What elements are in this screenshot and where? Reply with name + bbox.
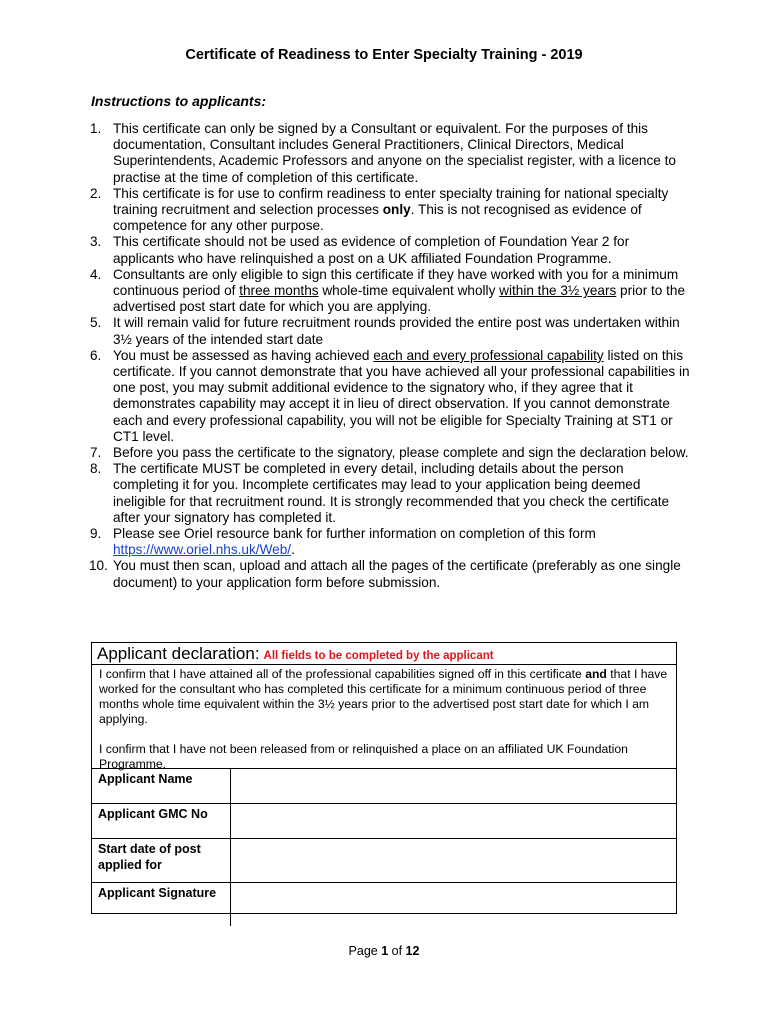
start-date-label: Start date of post applied for [92,839,231,883]
item-text-underlined: three months [239,283,319,299]
item-number: 10. [89,558,108,574]
item-text: You must then scan, upload and attach all the pages of the certificate (preferably as one single document) to your application form before submission. [113,558,681,590]
applicant-signature-label: Applicant Signature [92,883,231,927]
item-text: This certificate is for use to confirm readiness to enter specialty training for national specialty training recruitment and selection processes [113,185,669,218]
applicant-gmc-field[interactable] [231,804,677,839]
applicant-fields-table [92,769,676,926]
item-text-underlined: each and every professional capability [373,347,604,363]
item-number: 7. [90,445,102,461]
list-item [90,315,690,347]
list-item [90,558,690,590]
declaration-header [92,643,676,665]
applicant-name-label: Applicant Name [92,769,231,804]
item-text-underlined: within the 3½ years [499,283,617,299]
item-text: You must be assessed as having achieved [113,347,374,363]
item-number: 1. [90,121,102,136]
item-number: 3. [90,234,102,250]
item-number: 6. [90,347,102,363]
oriel-link[interactable]: https://www.oriel.nhs.uk/Web/ [113,542,292,558]
list-item [90,348,690,445]
item-text: The certificate MUST be completed in every detail, including details about the person completing it for you. Incomplete certificates may lead to your application being deemed ineligible for that recruitment round. It is strongly recommended that you check the certificate after your signatory has completed it. [113,461,670,525]
page-title: Certificate of Readiness to Enter Specialty Training - 2019 [185,47,583,63]
instructions-heading: Instructions to applicants: [91,93,267,109]
applicant-gmc-label: Applicant GMC No [92,804,231,839]
table-row [92,883,676,927]
table-row [92,769,676,804]
list-item [90,445,690,461]
declaration-body [92,665,676,769]
item-text: Consultants are only eligible to sign this certificate if they have worked with you for a minimum continuous period of [113,266,679,299]
item-number: 8. [90,461,102,477]
list-item [90,461,690,526]
item-text: This certificate can only be signed by a Consultant or equivalent. For the purposes of this documentation, Consultant includes General Practitioners, Clinical Directors, Medical Superintendents, Academic Professors and anyone on the specialist register, with a licence to practise at the time of completion of this certificate. [113,121,676,185]
item-number: 5. [90,315,102,331]
item-text: prior to the advertised post start date for which you are applying. [113,283,686,315]
item-text: This certificate should not be used as evidence of completion of Foundation Year 2 for applicants who have relinquished a post on a UK affiliated Foundation Programme. [113,234,630,266]
list-item [90,234,690,266]
applicant-name-field[interactable] [231,769,677,804]
item-text-bold: only [382,202,411,218]
item-text: Please see Oriel resource bank for further information on completion of this form [113,526,596,542]
item-number: 2. [90,185,102,201]
table-row [92,839,676,883]
declaration-required-note: All fields to be completed by the applicant [263,650,494,662]
item-text: whole-time equivalent wholly [318,283,500,299]
table-row [92,804,676,839]
applicant-declaration-box [91,642,677,914]
instructions-list [90,121,690,591]
page-number: Page 1 of 12 [348,944,420,958]
item-number: 9. [90,526,102,542]
start-date-field[interactable] [231,839,677,883]
list-item [90,121,690,186]
list-item [90,526,690,558]
item-text: It will remain valid for future recruitment rounds provided the entire post was undertaken within 3½ years of the intended start date [113,315,680,347]
item-text: . This is not recognised as evidence of competence for any other purpose. [113,202,642,234]
declaration-paragraph: I confirm that I have attained all of the professional capabilities signed off in this certificate and that I have worked for the consultant who has completed this certificate for a minimum continuous period of three months whole time equivalent within the 3½ years prior to the advertised post start date for which I am applying. [99,667,668,726]
item-text: Before you pass the certificate to the signatory, please complete and sign the declaration below. [113,445,689,461]
applicant-signature-field[interactable] [231,883,677,927]
item-text: . [291,542,295,558]
list-item [90,267,690,316]
declaration-title: Applicant declaration: [97,644,260,663]
declaration-paragraph: I confirm that I have not been released from or relinquished a place on an affiliated UK Foundation Programme. [99,742,628,771]
list-item [90,186,690,235]
item-text: listed on this certificate. If you cannot demonstrate that you have achieved all your professional capabilities in one post, you may submit additional evidence to the signatory who, if they agree that it demonstrates capability may accept it in lieu of direct observation. If you cannot demonstrate each and every professional capability, you will not be eligible for Specialty Training at ST1 or CT1 level. [113,347,690,444]
item-number: 4. [90,266,102,282]
